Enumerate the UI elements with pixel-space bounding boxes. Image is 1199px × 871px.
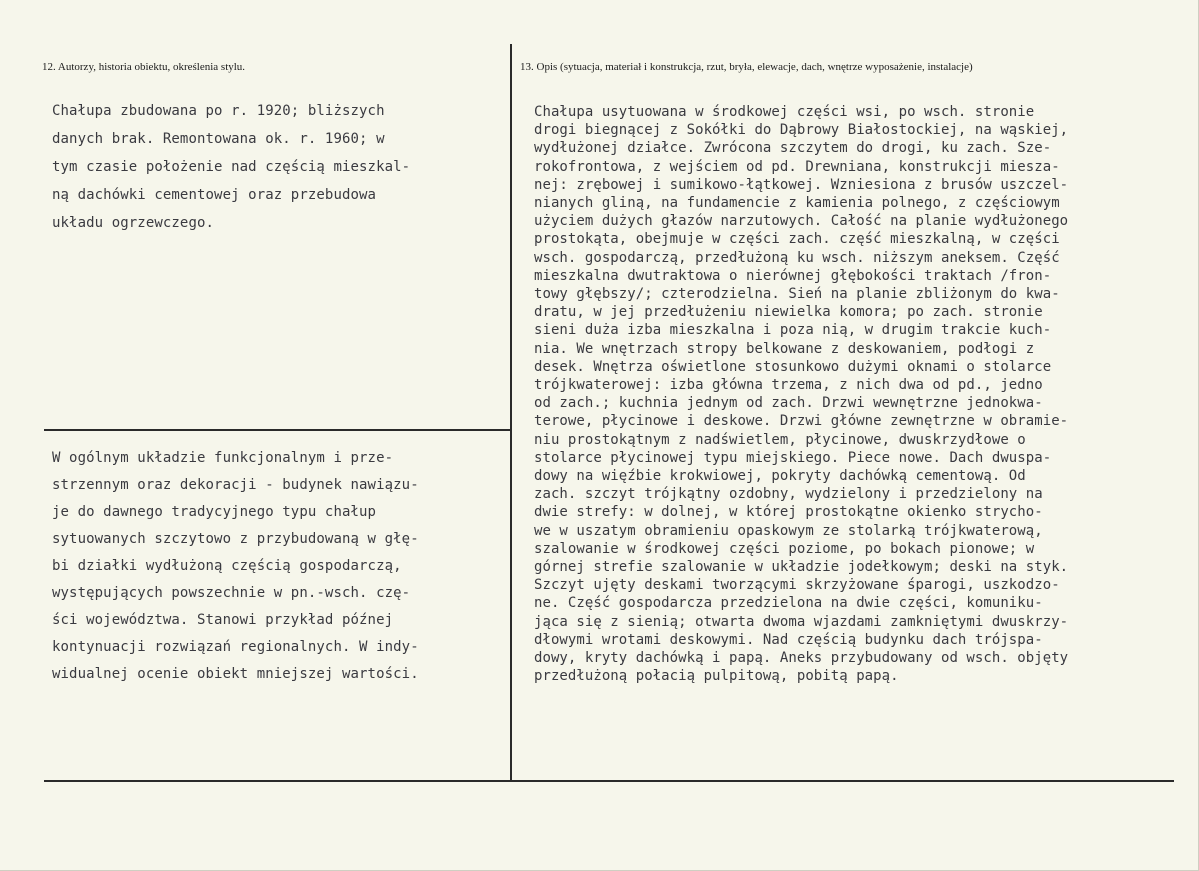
bottom-rule	[44, 780, 1174, 782]
description-text: Chałupa usytuowana w środkowej części wsi, po wsch. stronie drogi biegnącej z Sokółki do Dąbrowy Białostockiej, na wąskiej, wydłużonej działce. Zwrócona szczytem do drogi, ku zach. Sze- rokofrontowa, z wejściem od pd. Drewniana, konstrukcji miesza- nej: zrębowej i sumikowo-łątkowej. Wzniesiona z brusów uszczel- nianych gliną, na fundamencie z kamienia polnego, z częściowym użyciem dużych głazów narzutowych. Całość na planie wydłużonego prostokąta, obejmuje w części zach. część mieszkalną, w części wsch. gospodarczą, przedłużoną ku wsch. niższym aneksem. Część mieszkalna dwutraktowa o nierównej głębokości traktach /fron- towy głębszy/; czterodzielna. Sień na planie zbliżonym do kwa- dratu, w jej przedłużeniu niewielka komora; po zach. stronie sieni duża izba mieszkalna i poza nią, w drugim trakcie kuch- nia. We wnętrzach stropy belkowane z deskowaniem, podłogi z desek. Wnętrza oświetlone stosunkowo dużymi oknami o stolarce trójkwaterowej: izba główna trzema, z nich dwa od pd., jedno od zach.; kuchnia jednym od zach. Drzwi wewnętrzne jednokwa- terowe, płycinowe i deskowe. Drzwi główne zewnętrzne w obramie- niu prostokątnym z nadświetlem, płycinowe, dwuskrzydłowe o stolarce płycinowej typu miejskiego. Piece nowe. Dach dwuspa- dowy na więźbie krokwiowej, pokryty dachówką cementową. Od zach. szczyt trójkątny ozdobny, wydzielony i przedzielony na dwie strefy: w dolnej, w której prostokątne okienko strycho- we w uszatym obramieniu opaskowym ze stolarką trójkwaterową, szalowanie w środkowej części poziome, po bokach pionowe; w górnej strefie szalowanie w układzie jodełkowym; deski na styk. Szczyt ujęty deskami tworzącymi skrzyżowane śparogi, uszkodzo- ne. Część gospodarcza przedzielona na dwie części, komuniku- jąca się z sienią; otwarta dwoma wjazdami zamkniętymi dwuskrzy- dłowymi wrotami deskowymi. Nad częścią budynku dach trójspa- dowy, kryty dachówką i papą. Aneks przybudowany od wsch. objęty przedłużoną połacią pulpitową, pobitą papą.	[534, 104, 1069, 685]
history-text: Chałupa zbudowana po r. 1920; bliższych danych brak. Remontowana ok. r. 1960; w tym czasie położenie nad częścią mieszkal- ną dachówki cementowej oraz przebudowa układu ogrzewczego.	[52, 103, 411, 231]
section-13-header: 13. Opis (sytuacja, materiał i konstrukcja, rzut, bryła, elewacje, dach, wnętrze wyposażenie, instalacje)	[520, 61, 973, 73]
left-section-divider	[44, 429, 511, 431]
evaluation-text: W ogólnym układzie funkcjonalnym i prze- strzennym oraz dekoracji - budynek nawiązu- je do dawnego tradycyjnego typu chałup sytuowanych szczytowo z przybudowaną w głę- bi działki wydłużoną częścią gospodarczą, występujących powszechnie w pn.-wsch. czę- ści województwa. Stanowi przykład późnej kontynuacji rozwiązań regionalnych. W indy- widualnej ocenie obiekt mniejszej wartości.	[52, 450, 419, 682]
section-12-header: 12. Autorzy, historia obiektu, określenia stylu.	[42, 61, 246, 73]
column-divider	[510, 44, 512, 782]
